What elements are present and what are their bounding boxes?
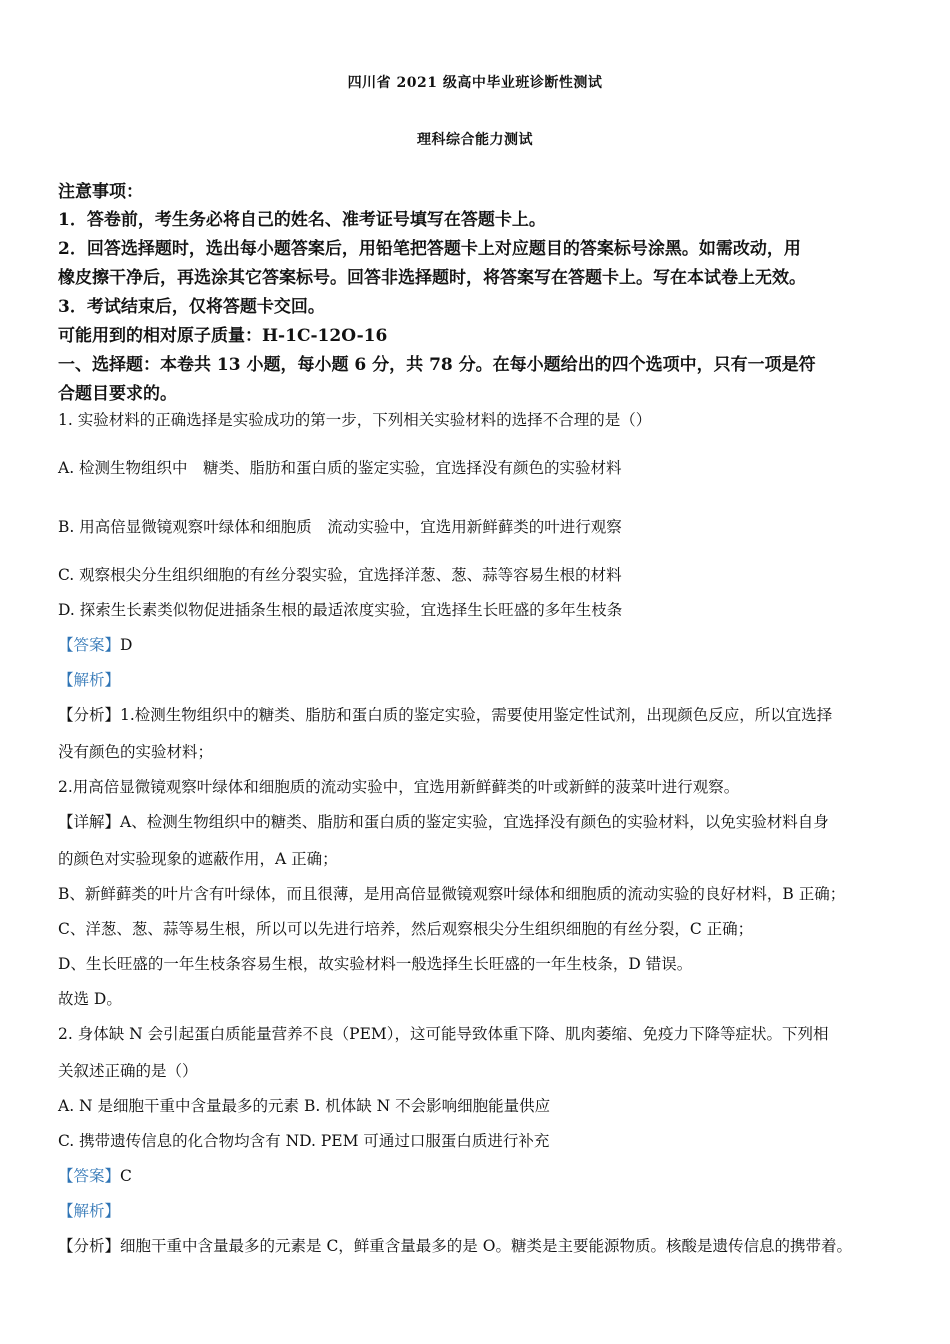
atomic-mass-note: 可能用到的相对原子质量：H-1C-12O-16 (58, 326, 388, 346)
notice-item-2-line-2: 橡皮擦干净后，再选涂其它答案标号。回答非选择题时，将答案写在答题卡上。写在本试卷上无效。 (58, 268, 806, 288)
question-1-detail-d: D、生长旺盛的一年生枝条容易生根，故实验材料一般选择生长旺盛的一年生枝条，D 错误。 (58, 955, 693, 973)
document-title: 四川省 2021 级高中毕业班诊断性测试 (347, 75, 603, 91)
notice-item-3: 3．考试结束后，仅将答题卡交回。 (58, 297, 325, 317)
question-1-fenxi-line-2: 没有颜色的实验材料； (58, 743, 214, 761)
question-1-option-b: B. 用高倍显微镜观察叶绿体和细胞质 流动实验中，宜选用新鲜藓类的叶进行观察 (58, 518, 622, 536)
answer-value: C (120, 1167, 132, 1185)
question-2-fenxi (58, 1234, 852, 1256)
question-1-analysis-tag: 【解析】 (58, 671, 121, 689)
question-1-detail-c: C、洋葱、葱、蒜等易生根，所以可以先进行培养，然后观察根尖分生组织细胞的有丝分裂，C 正确； (58, 920, 754, 938)
detail-text: A、检测生物组织中的糖类、脂肪和蛋白质的鉴定实验，宜选择没有颜色的实验材料，以免实验材料自身 (120, 813, 829, 831)
question-1-option-d: D. 探索生长素类似物促进插条生根的最适浓度实验，宜选择生长旺盛的多年生枝条 (58, 601, 623, 619)
question-1-answer (58, 633, 132, 655)
question-2-stem-line-1: 2. 身体缺 N 会引起蛋白质能量营养不良（PEM），这可能导致体重下降、肌肉萎缩、免疫力下降等症状。下列相 (58, 1025, 829, 1043)
answer-tag: 【答案】 (58, 1167, 121, 1185)
question-1-detail-line-1 (58, 810, 829, 832)
question-1-detail-b: B、新鲜藓类的叶片含有叶绿体，而且很薄，是用高倍显微镜观察叶绿体和细胞质的流动实验的良好材料，B 正确； (58, 885, 846, 903)
question-1-stem: 1. 实验材料的正确选择是实验成功的第一步，下列相关实验材料的选择不合理的是（） (58, 411, 652, 429)
question-1-detail-line-2: 的颜色对实验现象的遮蔽作用，A 正确； (58, 850, 338, 868)
fenxi-tag: 【分析】 (58, 706, 121, 724)
detail-tag: 【详解】 (58, 813, 121, 831)
answer-tag: 【答案】 (58, 636, 121, 654)
fenxi-tag: 【分析】 (58, 1237, 121, 1255)
question-2-analysis-tag: 【解析】 (58, 1202, 121, 1220)
section-heading-line-2: 合题目要求的。 (58, 384, 177, 404)
document-subtitle: 理科综合能力测试 (417, 132, 533, 148)
notice-item-1: 1．答卷前，考生务必将自己的姓名、准考证号填写在答题卡上。 (58, 210, 546, 230)
question-1-fenxi-line-3: 2.用高倍显微镜观察叶绿体和细胞质的流动实验中，宜选用新鲜藓类的叶或新鲜的菠菜叶进行观察。 (58, 778, 740, 796)
question-2-answer (58, 1164, 132, 1186)
notice-item-2-line-1: 2．回答选择题时，选出每小题答案后，用铅笔把答题卡上对应题目的答案标号涂黑。如需改动，用 (58, 239, 801, 259)
question-1-conclusion: 故选 D。 (58, 990, 122, 1008)
notice-heading: 注意事项： (58, 182, 143, 202)
section-heading-line-1: 一、选择题：本卷共 13 小题，每小题 6 分，共 78 分。在每小题给出的四个选项中，只有一项是符 (58, 355, 816, 375)
question-2-options-cd: C. 携带遗传信息的化合物均含有 ND. PEM 可通过口服蛋白质进行补充 (58, 1132, 550, 1150)
question-2-options-ab: A. N 是细胞干重中含量最多的元素 B. 机体缺 N 不会影响细胞能量供应 (58, 1097, 551, 1115)
fenxi-text: 细胞干重中含量最多的元素是 C，鲜重含量最多的是 O。糖类是主要能源物质。核酸是遗传信息的携带着。 (120, 1237, 852, 1255)
question-1-option-a: A. 检测生物组织中 糖类、脂肪和蛋白质的鉴定实验，宜选择没有颜色的实验材料 (58, 459, 622, 477)
question-1-fenxi-line-1 (58, 703, 832, 725)
fenxi-text: 1.检测生物组织中的糖类、脂肪和蛋白质的鉴定实验，需要使用鉴定性试剂，出现颜色反应，所以宜选择 (120, 706, 833, 724)
question-1-option-c: C. 观察根尖分生组织细胞的有丝分裂实验，宜选择洋葱、葱、蒜等容易生根的材料 (58, 566, 622, 584)
answer-value: D (120, 636, 133, 654)
question-2-stem-line-2: 关叙述正确的是（） (58, 1062, 198, 1080)
